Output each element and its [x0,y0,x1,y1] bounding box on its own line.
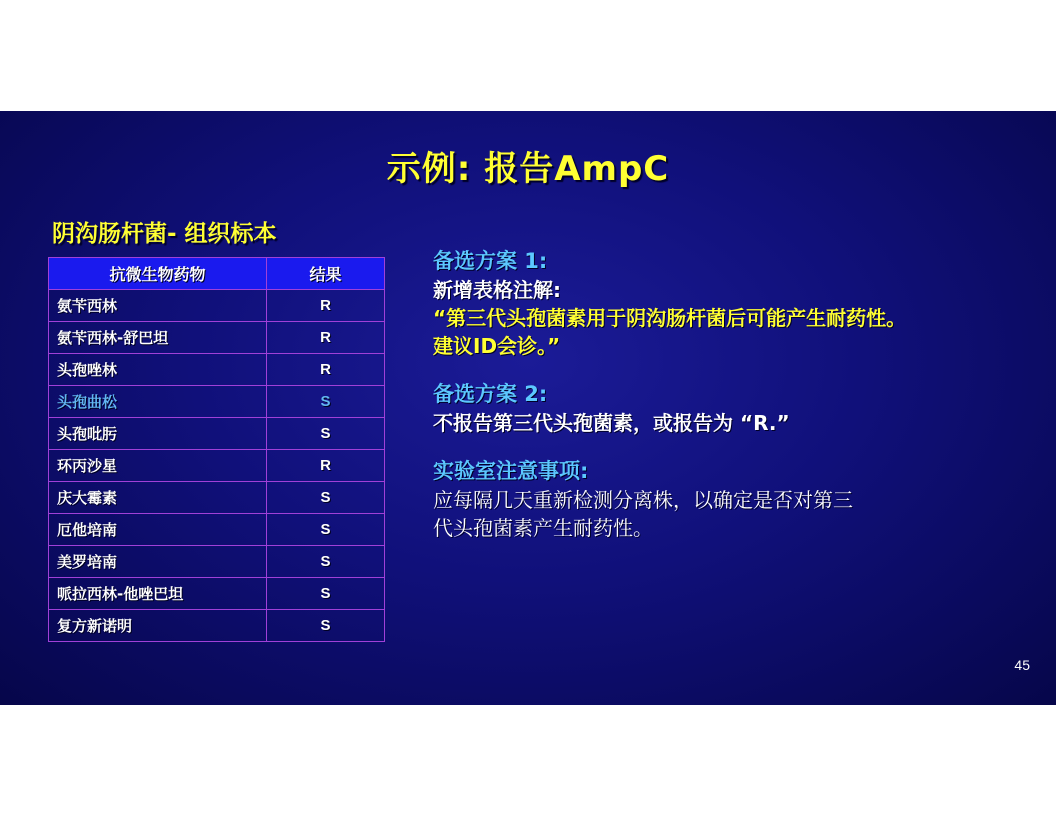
drug-cell: 美罗培南 [49,546,267,578]
result-cell: R [267,290,385,322]
option2-block [433,380,1033,437]
lab-heading: 实验室注意事项: [433,459,589,483]
lab-line1: 应每隔几天重新检测分离株，以确定是否对第三 [433,488,853,512]
header-drug: 抗微生物药物 [49,258,267,290]
table-row [49,482,385,514]
table-row-highlighted [49,386,385,418]
drug-cell: 庆大霉素 [49,482,267,514]
drug-cell: 氨苄西林 [49,290,267,322]
slide-subtitle: 阴沟肠杆菌- 组织标本 [52,221,277,247]
drug-cell: 环丙沙星 [49,450,267,482]
result-cell: S [267,610,385,642]
header-result: 结果 [267,258,385,290]
table-row [49,450,385,482]
table-row [49,610,385,642]
slide-title: 示例: 报告AmpC [386,149,670,189]
option1-line1: 新增表格注解: [433,278,561,302]
notes-panel [433,247,1033,562]
result-cell: R [267,450,385,482]
option2-heading: 备选方案 2: [433,382,548,406]
result-cell: R [267,322,385,354]
lab-block [433,457,1033,542]
table-header-row [49,258,385,290]
susceptibility-table [48,257,385,642]
result-cell: S [267,482,385,514]
result-cell: S [267,546,385,578]
option1-line2: “第三代头孢菌素用于阴沟肠杆菌后可能产生耐药性。 [433,306,907,330]
lab-line2: 代头孢菌素产生耐药性。 [433,516,653,540]
option1-line3: 建议ID会诊。” [433,334,561,358]
result-cell: S [267,578,385,610]
table-row [49,418,385,450]
slide [0,111,1056,705]
drug-cell: 头孢唑林 [49,354,267,386]
drug-cell: 头孢吡肟 [49,418,267,450]
drug-cell: 哌拉西林-他唑巴坦 [49,578,267,610]
table-row [49,546,385,578]
drug-cell: 厄他培南 [49,514,267,546]
drug-cell: 复方新诺明 [49,610,267,642]
page-number: 45 [1014,657,1030,673]
drug-cell: 头孢曲松 [49,386,267,418]
result-cell: S [267,386,385,418]
result-cell: S [267,514,385,546]
option2-line1: 不报告第三代头孢菌素，或报告为 “R.” [433,411,790,435]
table-row [49,290,385,322]
result-cell: S [267,418,385,450]
option1-heading: 备选方案 1: [433,249,548,273]
drug-cell: 氨苄西林-舒巴坦 [49,322,267,354]
table-row [49,514,385,546]
option1-block [433,247,1033,360]
table-row [49,354,385,386]
result-cell: R [267,354,385,386]
table-row [49,322,385,354]
table-row [49,578,385,610]
